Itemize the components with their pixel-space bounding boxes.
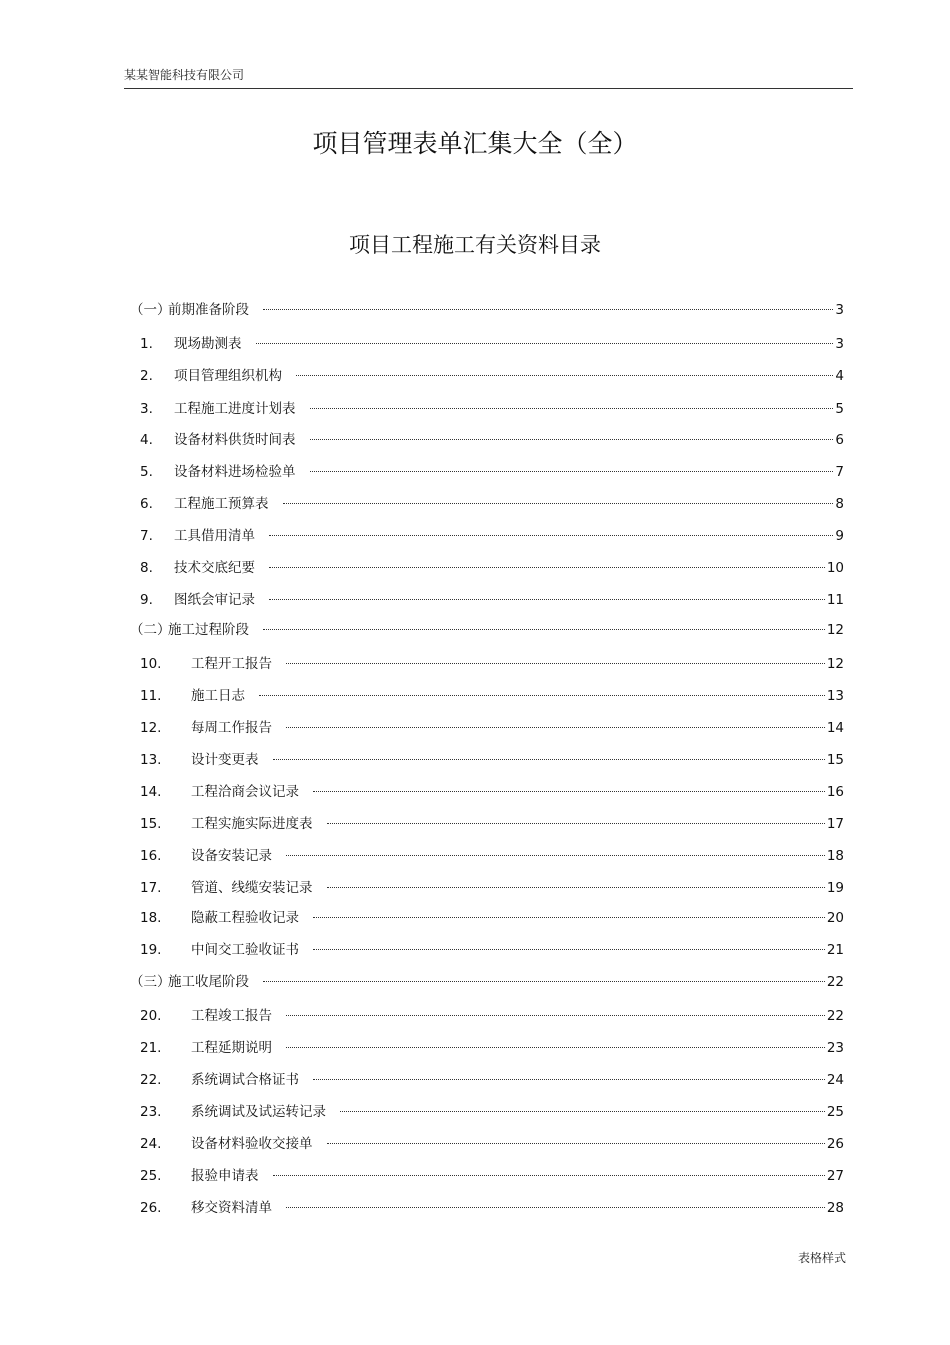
toc-dot-leader	[310, 471, 834, 472]
toc-entry[interactable]	[140, 1198, 844, 1218]
toc-entry-label: 设计变更表	[191, 752, 259, 768]
toc-dot-leader	[286, 663, 825, 664]
toc-entry-label: 现场勘测表	[174, 336, 242, 352]
toc-entry-page: 21	[826, 942, 844, 958]
toc-entry-page: 20	[826, 910, 844, 926]
toc-entry-number: 10.	[140, 656, 162, 672]
toc-entry-number: 12.	[140, 720, 162, 736]
toc-entry[interactable]	[140, 590, 844, 610]
toc-entry[interactable]	[140, 494, 844, 514]
toc-dot-leader	[327, 1143, 825, 1144]
toc-entry[interactable]	[140, 846, 844, 866]
toc-dot-leader	[286, 855, 825, 856]
toc-entry[interactable]	[140, 908, 844, 928]
toc-entry-label: 系统调试及试运转记录	[191, 1104, 326, 1120]
toc-entry-number: 4.	[140, 432, 153, 448]
toc-entry-number: （二）	[130, 622, 171, 638]
toc-entry-page: 16	[826, 784, 844, 800]
toc-entry-page: 3	[835, 336, 844, 352]
toc-entry-label: 前期准备阶段	[168, 302, 249, 318]
toc-dot-leader	[313, 949, 825, 950]
toc-entry-label: 工程竣工报告	[191, 1008, 272, 1024]
toc-dot-leader	[263, 629, 825, 630]
toc-entry-number: 19.	[140, 942, 162, 958]
toc-entry-label: 施工日志	[191, 688, 245, 704]
toc-entry[interactable]	[140, 654, 844, 674]
toc-entry-page: 9	[835, 528, 844, 544]
toc-entry[interactable]	[140, 750, 844, 770]
toc-entry-number: 2.	[140, 368, 153, 384]
company-name: 某某智能科技有限公司	[124, 68, 245, 82]
toc-entry[interactable]	[130, 972, 844, 992]
toc-entry-label: 设备材料验收交接单	[191, 1136, 313, 1152]
toc-dot-leader	[313, 917, 825, 918]
toc-entry-label: 工程实施实际进度表	[191, 816, 313, 832]
toc-dot-leader	[256, 343, 834, 344]
toc-dot-leader	[296, 375, 833, 376]
toc-entry-page: 24	[826, 1072, 844, 1088]
toc-entry-label: 设备材料进场检验单	[174, 464, 296, 480]
toc-entry-number: （一）	[130, 302, 171, 318]
toc-dot-leader	[269, 567, 825, 568]
toc-entry[interactable]	[140, 1006, 844, 1026]
toc-dot-leader	[310, 439, 834, 440]
toc-dot-leader	[340, 1111, 825, 1112]
toc-entry[interactable]	[140, 1038, 844, 1058]
toc-entry-number: 15.	[140, 816, 162, 832]
toc-entry-page: 13	[826, 688, 844, 704]
toc-entry[interactable]	[140, 334, 844, 354]
toc-entry-page: 3	[835, 302, 844, 318]
toc-entry-number: 5.	[140, 464, 153, 480]
toc-dot-leader	[313, 791, 825, 792]
toc-entry-number: 7.	[140, 528, 153, 544]
toc-entry-page: 26	[826, 1136, 844, 1152]
toc-entry[interactable]	[140, 1166, 844, 1186]
toc-entry-number: 22.	[140, 1072, 162, 1088]
toc-entry-number: 25.	[140, 1168, 162, 1184]
toc-entry-label: 设备材料供货时间表	[174, 432, 296, 448]
toc-entry-page: 22	[826, 974, 844, 990]
toc-entry-label: 施工收尾阶段	[168, 974, 249, 990]
toc-entry-number: 6.	[140, 496, 153, 512]
toc-entry-label: 技术交底纪要	[174, 560, 255, 576]
toc-entry-page: 28	[826, 1200, 844, 1216]
toc-entry-label: 施工过程阶段	[168, 622, 249, 638]
toc-entry[interactable]	[140, 814, 844, 834]
toc-dot-leader	[286, 1047, 825, 1048]
toc-entry-page: 17	[826, 816, 844, 832]
toc-entry[interactable]	[140, 1134, 844, 1154]
toc-entry-page: 14	[826, 720, 844, 736]
toc-entry-page: 7	[835, 464, 844, 480]
toc-entry-number: 24.	[140, 1136, 162, 1152]
toc-entry[interactable]	[140, 366, 844, 386]
toc-entry-number: 20.	[140, 1008, 162, 1024]
toc-entry-number: 1.	[140, 336, 153, 352]
toc-entry[interactable]	[140, 782, 844, 802]
toc-entry-page: 12	[826, 622, 844, 638]
toc-entry-page: 25	[826, 1104, 844, 1120]
toc-entry-page: 22	[826, 1008, 844, 1024]
toc-entry[interactable]	[140, 430, 844, 450]
toc-dot-leader	[313, 1079, 825, 1080]
toc-entry-page: 15	[826, 752, 844, 768]
toc-heading: 项目工程施工有关资料目录	[349, 233, 601, 257]
toc-entry[interactable]	[140, 878, 844, 898]
toc-dot-leader	[273, 759, 825, 760]
toc-entry-page: 4	[835, 368, 844, 384]
toc-entry-number: 26.	[140, 1200, 162, 1216]
toc-entry-number: 18.	[140, 910, 162, 926]
toc-entry-label: 图纸会审记录	[174, 592, 255, 608]
toc-dot-leader	[263, 309, 833, 310]
toc-entry-page: 23	[826, 1040, 844, 1056]
toc-dot-leader	[286, 1207, 825, 1208]
toc-entry-page: 27	[826, 1168, 844, 1184]
toc-dot-leader	[327, 887, 825, 888]
toc-entry-number: 16.	[140, 848, 162, 864]
toc-entry-label: 管道、线缆安装记录	[191, 880, 313, 896]
toc-entry[interactable]	[140, 399, 844, 419]
toc-dot-leader	[283, 503, 834, 504]
toc-dot-leader	[327, 823, 825, 824]
toc-entry-page: 6	[835, 432, 844, 448]
toc-entry[interactable]	[130, 620, 844, 640]
toc-entry[interactable]	[140, 558, 844, 578]
toc-entry-number: 3.	[140, 401, 153, 417]
toc-entry-label: 工程开工报告	[191, 656, 272, 672]
toc-entry-page: 8	[835, 496, 844, 512]
toc-entry-page: 12	[826, 656, 844, 672]
toc-entry[interactable]	[140, 526, 844, 546]
toc-dot-leader	[286, 1015, 825, 1016]
toc-entry-number: （三）	[130, 974, 171, 990]
toc-entry-page: 18	[826, 848, 844, 864]
toc-dot-leader	[269, 535, 833, 536]
toc-dot-leader	[286, 727, 825, 728]
toc-entry-page: 19	[826, 880, 844, 896]
toc-entry-number: 13.	[140, 752, 162, 768]
toc-entry-label: 项目管理组织机构	[174, 368, 282, 384]
toc-entry-label: 中间交工验收证书	[191, 942, 299, 958]
toc-entry-number: 8.	[140, 560, 153, 576]
toc-entry-number: 14.	[140, 784, 162, 800]
toc-entry-label: 隐蔽工程验收记录	[191, 910, 299, 926]
toc-entry-page: 10	[826, 560, 844, 576]
toc-entry[interactable]	[140, 718, 844, 738]
toc-entry[interactable]	[140, 940, 844, 960]
toc-entry-number: 21.	[140, 1040, 162, 1056]
document-title: 项目管理表单汇集大全（全）	[312, 129, 638, 158]
toc-entry-label: 移交资料清单	[191, 1200, 272, 1216]
toc-entry[interactable]	[140, 1102, 844, 1122]
toc-entry-label: 每周工作报告	[191, 720, 272, 736]
toc-dot-leader	[259, 695, 825, 696]
toc-entry[interactable]	[140, 686, 844, 706]
toc-entry-label: 工程洽商会议记录	[191, 784, 299, 800]
toc-dot-leader	[263, 981, 825, 982]
toc-entry[interactable]	[140, 1070, 844, 1090]
toc-entry-number: 11.	[140, 688, 162, 704]
toc-entry-label: 工程施工预算表	[174, 496, 269, 512]
toc-entry-number: 9.	[140, 592, 153, 608]
toc-entry-label: 报验申请表	[191, 1168, 259, 1184]
toc-dot-leader	[273, 1175, 825, 1176]
toc-entry-page: 5	[835, 401, 844, 417]
toc-entry-label: 工程延期说明	[191, 1040, 272, 1056]
toc-entry-page: 11	[826, 592, 844, 608]
toc-entry-label: 系统调试合格证书	[191, 1072, 299, 1088]
toc-entry-label: 工程施工进度计划表	[174, 401, 296, 417]
toc-entry-number: 17.	[140, 880, 162, 896]
toc-entry-number: 23.	[140, 1104, 162, 1120]
toc-dot-leader	[310, 408, 834, 409]
page-footer: 表格样式	[797, 1251, 846, 1265]
toc-entry-label: 工具借用清单	[174, 528, 255, 544]
toc-dot-leader	[269, 599, 825, 600]
toc-entry[interactable]	[140, 462, 844, 482]
toc-entry[interactable]	[130, 300, 844, 320]
toc-entry-label: 设备安装记录	[191, 848, 272, 864]
